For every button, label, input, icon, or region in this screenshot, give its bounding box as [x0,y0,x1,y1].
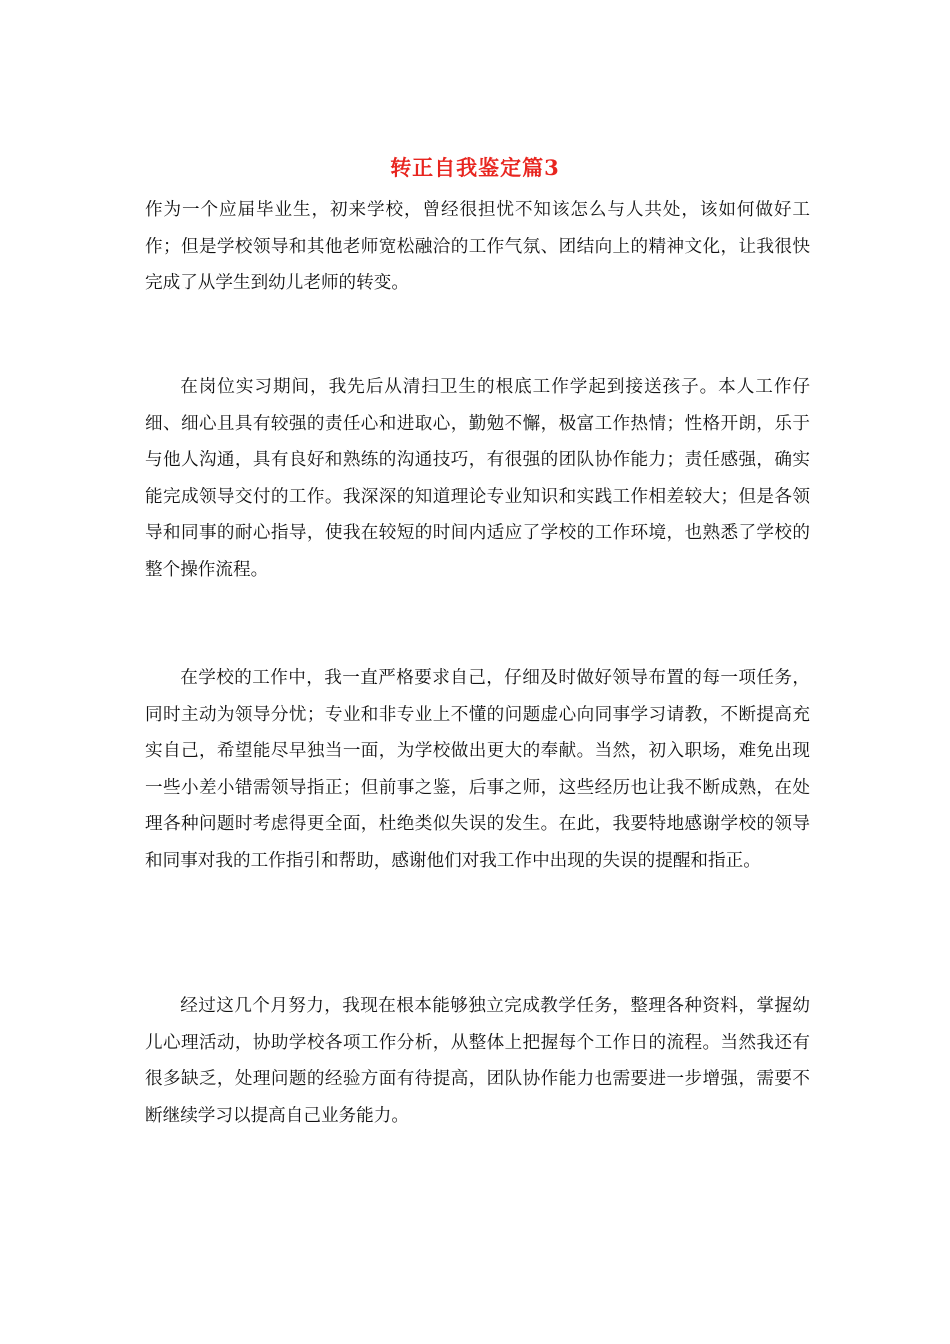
paragraph-4: 经过这几个月努力，我现在根本能够独立完成教学任务，整理各种资料，掌握幼儿心理活动，协助学校各项工作分析，从整体上把握每个工作日的流程。当然我还有很多缺乏，处理问题的经验方面有待提高，团队协作能力也需要进一步增强，需要不断继续学习以提高自己业务能力。 [145,996,810,1126]
paragraph-1: 作为一个应届毕业生，初来学校，曾经很担忧不知该怎么与人共处，该如何做好工作；但是学校领导和其他老师宽松融洽的工作气氛、团结向上的精神文化，让我很快完成了从学生到幼儿老师的转变。 [145,200,810,293]
document-title: 转正自我鉴定篇3 [390,155,560,180]
paragraph-3: 在学校的工作中，我一直严格要求自己，仔细及时做好领导布置的每一项任务，同时主动为领导分忧；专业和非专业上不懂的问题虚心向同事学习请教，不断提高充实自己，希望能尽早独当一面，为学校做出更大的奉献。当然，初入职场，难免出现一些小差小错需领导指正；但前事之鉴，后事之师，这些经历也让我不断成熟，在处理各种问题时考虑得更全面，杜绝类似失误的发生。在此，我要特地感谢学校的领导和同事对我的工作指引和帮助，感谢他们对我工作中出现的失误的提醒和指正。 [145,668,810,871]
paragraph-2: 在岗位实习期间，我先后从清扫卫生的根底工作学起到接送孩子。本人工作仔细、细心且具有较强的责任心和进取心，勤勉不懈，极富工作热情；性格开朗，乐于与他人沟通，具有良好和熟练的沟通技巧，有很强的团队协作能力；责任感强，确实能完成领导交付的工作。我深深的知道理论专业知识和实践工作相差较大；但是各领导和同事的耐心指导，使我在较短的时间内适应了学校的工作环境，也熟悉了学校的整个操作流程。 [145,377,810,580]
